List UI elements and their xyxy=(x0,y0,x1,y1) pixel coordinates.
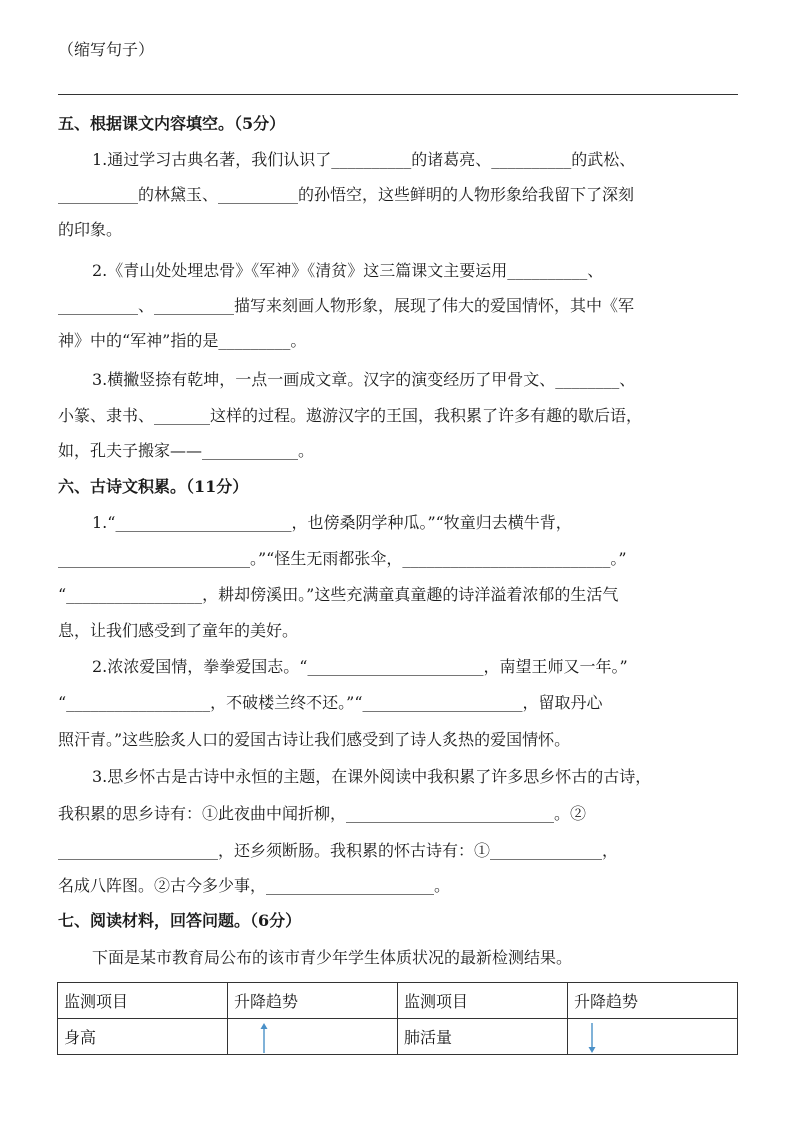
s5-q1-line3: 的印象。 xyxy=(58,220,123,239)
s5-q2-line2: __________、__________描写来刻画人物形象，展现了伟大的爱国情怀，其中《军 xyxy=(58,296,635,315)
answer-line xyxy=(58,94,738,95)
s6-q1-line2: ________________________。”“怪生无雨都张伞，__________________________。” xyxy=(58,549,627,568)
s6-q3-line2: 我积累的思乡诗有：①此夜曲中闻折柳，__________________________。② xyxy=(58,804,587,823)
fitness-results-table xyxy=(57,982,738,1055)
s6-q1-line1: 1.“______________________，也傍桑阴学种瓜。”“牧童归去横牛背， xyxy=(92,513,572,532)
s7-intro: 下面是某市教育局公布的该市青少年学生体质状况的最新检测结果。 xyxy=(92,948,573,967)
trend-cell-height xyxy=(228,1019,398,1055)
s5-q1-line1: 1.通过学习古典名著，我们认识了__________的诸葛亮、__________的武松、 xyxy=(92,150,636,169)
section7-title: 七、阅读材料，回答问题。（6分） xyxy=(58,911,302,930)
table-header-cell: 升降趋势 xyxy=(228,983,398,1019)
table-row xyxy=(58,1019,738,1055)
s5-q3-line2: 小篆、隶书、_______这样的过程。遨游汉字的王国，我积累了许多有趣的歇后语， xyxy=(58,406,643,425)
s6-q2-line1: 2.浓浓爱国情，拳拳爱国志。“______________________，南望王师又一年。” xyxy=(92,657,628,676)
s6-q3-line1: 3.思乡怀古是古诗中永恒的主题，在课外阅读中我积累了许多思乡怀古的古诗， xyxy=(92,767,652,786)
item-lung-capacity: 肺活量 xyxy=(398,1019,568,1055)
table-header-cell: 监测项目 xyxy=(58,983,228,1019)
item-height: 身高 xyxy=(58,1019,228,1055)
s5-q2-line3: 神》中的“军神”指的是_________。 xyxy=(58,331,307,350)
s5-q1-line2: __________的林黛玉、__________的孙悟空，这些鲜明的人物形象给我留下了深刻 xyxy=(58,185,635,204)
condense-sentence-instruction: （缩写句子） xyxy=(58,40,155,59)
up-arrow-icon xyxy=(258,1022,270,1054)
s6-q3-line4: 名成八阵图。②古今多少事，_____________________。 xyxy=(58,876,451,895)
s5-q2-line1: 2.《青山处处埋忠骨》《军神》《清贫》这三篇课文主要运用__________、 xyxy=(92,261,604,280)
s6-q1-line3: “_________________，耕却傍溪田。”这些充满童真童趣的诗洋溢着浓郁的生活气 xyxy=(58,585,619,604)
table-header-row xyxy=(58,983,738,1019)
s6-q2-line3: 照汗青。”这些脍炙人口的爱国古诗让我们感受到了诗人炙热的爱国情怀。 xyxy=(58,730,571,749)
s5-q3-line1: 3.横撇竖捺有乾坤，一点一画成文章。汉字的演变经历了甲骨文、________、 xyxy=(92,370,636,389)
trend-cell-lung-capacity xyxy=(568,1019,738,1055)
table-header-cell: 监测项目 xyxy=(398,983,568,1019)
section6-title: 六、古诗文积累。（11分） xyxy=(58,477,249,496)
s6-q3-line3: ____________________，还乡须断肠。我积累的怀古诗有：①______________， xyxy=(58,841,619,860)
s6-q1-line4: 息，让我们感受到了童年的美好。 xyxy=(58,621,299,640)
down-arrow-icon xyxy=(586,1022,598,1054)
table-header-cell: 升降趋势 xyxy=(568,983,738,1019)
s6-q2-line2: “__________________，不破楼兰终不还。”“____________________，留取丹心 xyxy=(58,693,603,712)
s5-q3-line3: 如，孔夫子搬家——____________。 xyxy=(58,441,315,460)
section5-title: 五、根据课文内容填空。（5分） xyxy=(58,114,286,133)
